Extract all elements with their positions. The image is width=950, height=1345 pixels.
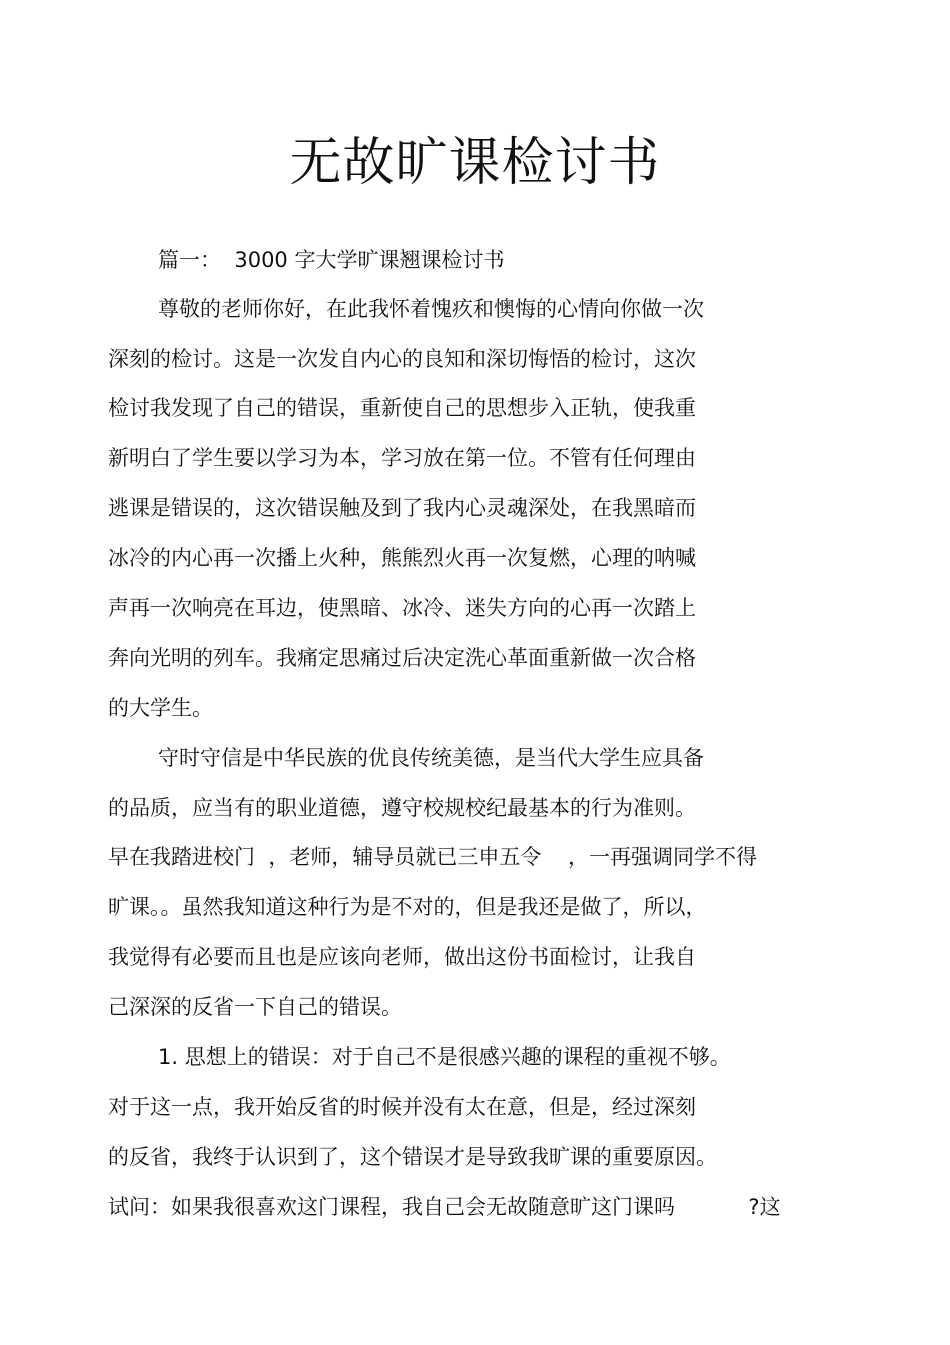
paragraph-line: 逃课是错误的，这次错误触及到了我内心灵魂深处，在我黑暗而 [108, 496, 696, 520]
paragraph-line: 深刻的检讨。这是一次发自内心的良知和深切悔悟的检讨，这次 [108, 347, 696, 371]
paragraph-line: 冰冷的内心再一次播上火种，熊熊烈火再一次复燃，心理的呐喊 [108, 546, 696, 570]
paragraph-line: 尊敬的老师你好，在此我怀着愧疚和懊悔的心情向你做一次 [158, 297, 704, 321]
paragraph-line: 对于这一点，我开始反省的时候并没有太在意，但是，经过深刻 [108, 1095, 696, 1119]
paragraph-line: 守时守信是中华民族的优良传统美德，是当代大学生应具备 [158, 746, 704, 770]
paragraph-line: 新明白了学生要以学习为本，学习放在第一位。不管有任何理由 [108, 446, 696, 470]
paragraph-line: 试问：如果我很喜欢这门课程，我自己会无故随意旷这门课吗 ?这 [108, 1195, 781, 1219]
paragraph-line: 声再一次响亮在耳边，使黑暗、冰冷、迷失方向的心再一次踏上 [108, 596, 696, 620]
paragraph-line: 的品质，应当有的职业道德，遵守校规校纪最基本的行为准则。 [108, 796, 696, 820]
paragraph-line: 早在我踏进校门 ，老师，辅导员就已三申五令 ，一再强调同学不得 [108, 845, 758, 869]
section-heading: 篇一： 3000 字大学旷课翘课检讨书 [158, 248, 505, 272]
paragraph-line: 检讨我发现了自己的错误，重新使自己的思想步入正轨，使我重 [108, 396, 696, 420]
paragraph-line: 的大学生。 [108, 696, 213, 720]
paragraph-line: 1. 思想上的错误：对于自己不是很感兴趣的课程的重视不够。 [158, 1045, 731, 1069]
paragraph-line: 奔向光明的列车。我痛定思痛过后决定洗心革面重新做一次合格 [108, 646, 696, 670]
document-title: 无故旷课检讨书 [289, 133, 661, 193]
paragraph-line: 旷课。。虽然我知道这种行为是不对的，但是我还是做了，所以， [108, 895, 707, 919]
paragraph-line: 我觉得有必要而且也是应该向老师，做出这份书面检讨，让我自 [108, 945, 696, 969]
paragraph-line: 己深深的反省一下自己的错误。 [108, 995, 402, 1019]
paragraph-line: 的反省，我终于认识到了，这个错误才是导致我旷课的重要原因。 [108, 1145, 717, 1169]
